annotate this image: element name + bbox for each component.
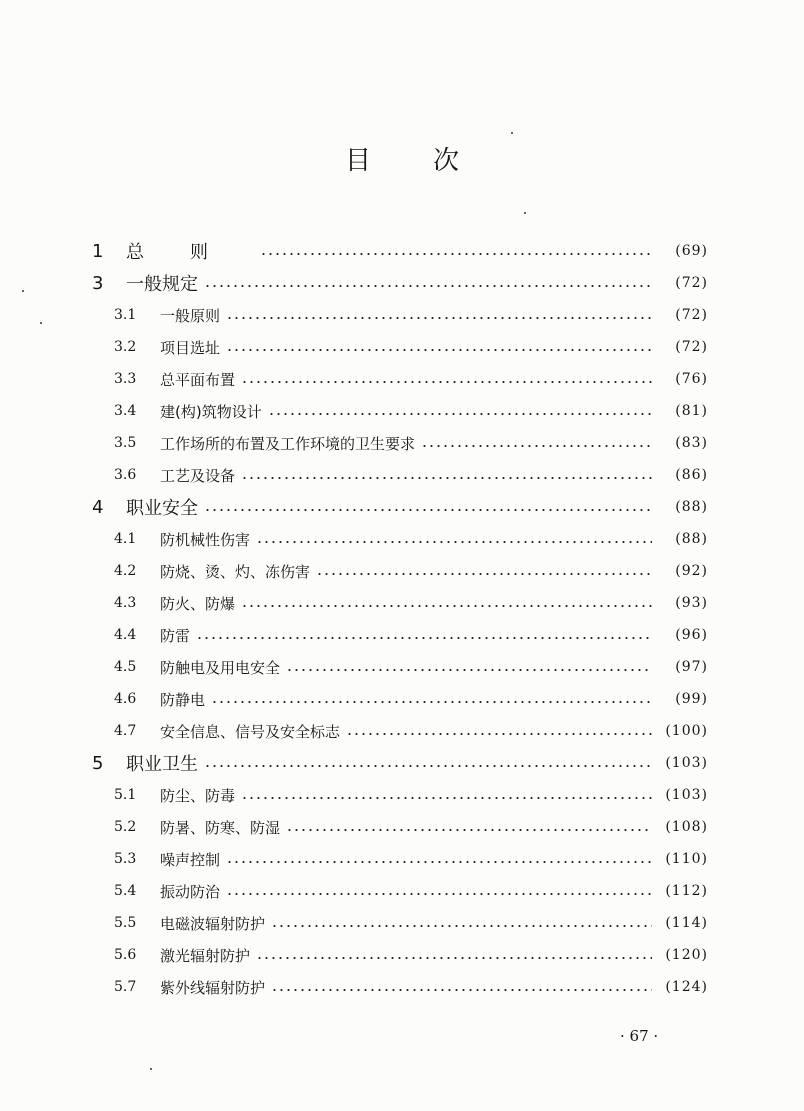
dot-leader <box>211 701 652 703</box>
toc-entry-number: 3.4 <box>114 403 137 419</box>
dot-leader <box>204 285 652 287</box>
scan-speck <box>40 322 42 324</box>
toc-entry-label: 总则 <box>126 242 254 263</box>
toc-entry-page: (72) <box>675 307 708 323</box>
toc-entry-page: (92) <box>675 563 708 579</box>
toc-entry-number: 4.6 <box>114 691 137 707</box>
toc-entry-label: 一般原则 <box>160 306 221 325</box>
dot-leader <box>271 989 652 991</box>
toc-entry <box>114 428 708 458</box>
toc-entry-number: 4.7 <box>114 723 137 739</box>
toc-entry <box>114 908 708 938</box>
toc-entry <box>114 460 708 490</box>
toc-entry-number: 3.6 <box>114 467 137 483</box>
dot-leader <box>226 317 652 319</box>
toc-entry <box>114 780 708 810</box>
toc-entry-label: 振动防治 <box>160 882 221 901</box>
toc-entry <box>114 620 708 650</box>
toc-entry-page: (124) <box>665 979 708 995</box>
dot-leader <box>316 573 652 575</box>
toc-entry <box>114 940 708 970</box>
toc-entry <box>114 876 708 906</box>
dot-leader <box>241 477 652 479</box>
toc-entry-label: 防火、防爆 <box>160 594 236 613</box>
toc-entry-label: 防触电及用电安全 <box>160 658 281 677</box>
toc-entry-label: 紫外线辐射防护 <box>160 978 266 997</box>
toc-entry-page: (97) <box>675 659 708 675</box>
dot-leader <box>204 765 652 767</box>
toc-entry-number: 1 <box>92 240 104 262</box>
toc-entry-page: (96) <box>675 627 708 643</box>
scan-speck <box>511 132 513 134</box>
dot-leader <box>421 445 652 447</box>
toc-entry-page: (93) <box>675 595 708 611</box>
toc-entry-label: 总平面布置 <box>160 370 236 389</box>
toc-entry-page: (76) <box>675 371 708 387</box>
toc-entry-number: 3.2 <box>114 339 137 355</box>
toc-entry-page: (114) <box>665 915 708 931</box>
toc-entry-page: (120) <box>665 947 708 963</box>
page-number: · 67 · <box>620 1027 659 1045</box>
toc-entry-page: (100) <box>665 723 708 739</box>
toc-entry-label: 工艺及设备 <box>160 466 236 485</box>
toc-entry-label: 防静电 <box>160 690 206 709</box>
toc-entry <box>92 268 708 298</box>
toc-entry-page: (110) <box>665 851 708 867</box>
toc-entry-number: 5.4 <box>114 883 137 899</box>
scan-speck <box>150 1068 152 1070</box>
dot-leader <box>226 893 652 895</box>
dot-leader <box>226 861 652 863</box>
toc-entry-label: 工作场所的布置及工作环境的卫生要求 <box>160 434 416 453</box>
toc-entry-page: (88) <box>675 499 708 515</box>
toc-entry-number: 5.6 <box>114 947 137 963</box>
toc-entry-number: 5 <box>92 752 104 774</box>
toc-entry-number: 4.2 <box>114 563 137 579</box>
toc-entry-page: (103) <box>665 787 708 803</box>
toc-entry <box>114 300 708 330</box>
toc-entry <box>114 364 708 394</box>
toc-entry-label: 激光辐射防护 <box>160 946 251 965</box>
dot-leader <box>241 605 652 607</box>
toc-entry-page: (86) <box>675 467 708 483</box>
toc-entry-number: 3 <box>92 272 104 294</box>
toc-entry-number: 3.3 <box>114 371 137 387</box>
toc-entry <box>92 236 708 266</box>
toc-entry-page: (112) <box>665 883 708 899</box>
toc-entry-page: (99) <box>675 691 708 707</box>
toc-entry <box>92 748 708 778</box>
toc-entry-page: (83) <box>675 435 708 451</box>
toc-entry-label: 职业卫生 <box>126 754 198 775</box>
dot-leader <box>260 253 652 255</box>
toc-entry-label: 职业安全 <box>126 498 198 519</box>
dot-leader <box>256 957 652 959</box>
toc-entry-number: 4.5 <box>114 659 137 675</box>
toc-entry-number: 5.2 <box>114 819 137 835</box>
toc-entry-label: 噪声控制 <box>160 850 221 869</box>
toc-entry <box>92 492 708 522</box>
toc-entry-page: (81) <box>675 403 708 419</box>
toc-entry-number: 5.7 <box>114 979 137 995</box>
dot-leader <box>196 637 652 639</box>
toc-entry-label: 防烧、烫、灼、冻伤害 <box>160 562 311 581</box>
toc-entry-label: 电磁波辐射防护 <box>160 914 266 933</box>
page-title: 目次 <box>344 146 521 176</box>
scan-speck <box>524 212 526 214</box>
toc-entry-page: (72) <box>675 275 708 291</box>
toc-entry <box>114 556 708 586</box>
dot-leader <box>346 733 652 735</box>
toc-entry-page: (72) <box>675 339 708 355</box>
toc-entry-label: 防暑、防寒、防湿 <box>160 818 281 837</box>
toc-entry-number: 4.3 <box>114 595 137 611</box>
toc-entry-page: (108) <box>665 819 708 835</box>
dot-leader <box>268 413 652 415</box>
toc-entry-label: 安全信息、信号及安全标志 <box>160 722 341 741</box>
toc-entry-label: 防雷 <box>160 626 191 645</box>
toc-entry-page: (103) <box>665 755 708 771</box>
toc-entry-number: 4.1 <box>114 531 137 547</box>
toc-entry-label: 防尘、防毒 <box>160 786 236 805</box>
dot-leader <box>286 669 652 671</box>
toc-entry <box>114 524 708 554</box>
toc-entry <box>114 588 708 618</box>
toc-entry <box>114 812 708 842</box>
toc-entry-label: 建(构)筑物设计 <box>160 402 262 421</box>
toc-entry <box>114 972 708 1002</box>
toc-entry-number: 5.1 <box>114 787 137 803</box>
toc-entry-number: 5.5 <box>114 915 137 931</box>
toc-entry-page: (69) <box>675 243 708 259</box>
dot-leader <box>204 509 652 511</box>
toc-entry-number: 4.4 <box>114 627 137 643</box>
toc-entry-number: 4 <box>92 496 104 518</box>
dot-leader <box>271 925 652 927</box>
toc-entry-number: 5.3 <box>114 851 137 867</box>
dot-leader <box>241 381 652 383</box>
dot-leader <box>286 829 652 831</box>
dot-leader <box>226 349 652 351</box>
dot-leader <box>256 541 652 543</box>
toc-entry <box>114 844 708 874</box>
scan-speck <box>22 290 24 292</box>
toc-entry <box>114 716 708 746</box>
toc-entry-number: 3.5 <box>114 435 137 451</box>
dot-leader <box>241 797 652 799</box>
toc-entry-page: (88) <box>675 531 708 547</box>
toc-entry-number: 3.1 <box>114 307 137 323</box>
toc-entry <box>114 652 708 682</box>
toc-entry <box>114 332 708 362</box>
toc-entry <box>114 684 708 714</box>
toc-entry <box>114 396 708 426</box>
toc-entry-label: 项目选址 <box>160 338 221 357</box>
toc-entry-label: 一般规定 <box>126 274 198 295</box>
toc-entry-label: 防机械性伤害 <box>160 530 251 549</box>
